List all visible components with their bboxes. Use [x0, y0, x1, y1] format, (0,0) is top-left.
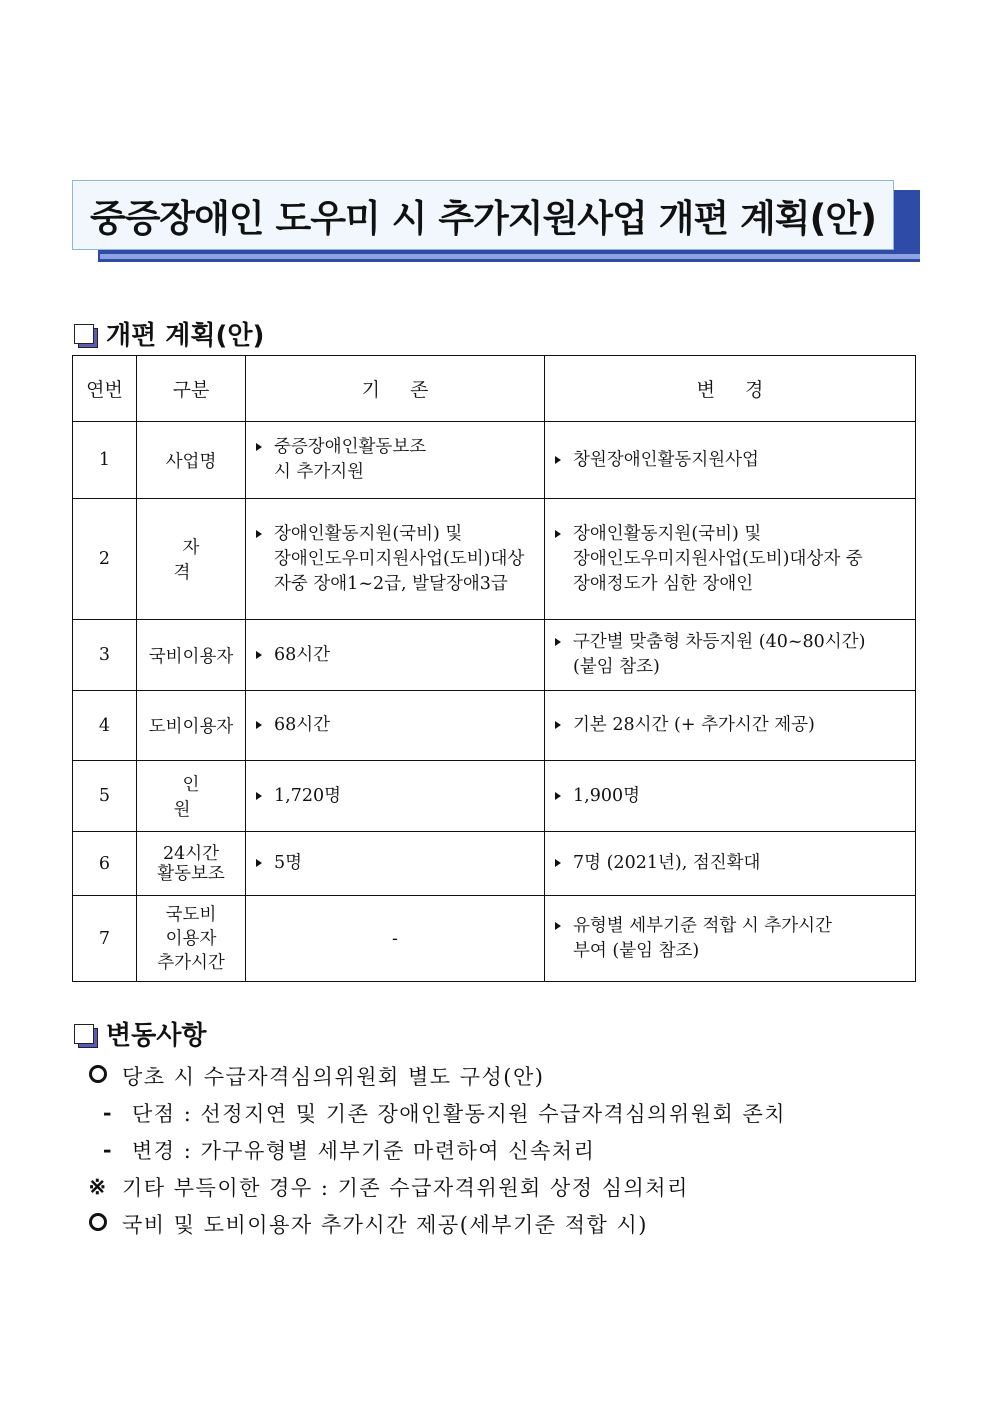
checkbox-icon [74, 1024, 94, 1044]
list-item [84, 1168, 944, 1205]
row-no: 4 [73, 691, 137, 761]
row-changed: 유형별 세부기준 적합 시 추가시간 부여 (붙임 참조) [545, 896, 916, 982]
row-existing: 중증장애인활동보조 시 추가지원 [246, 422, 545, 499]
row-existing: 장애인활동지원(국비) 및 장애인도우미지원사업(도비)대상 자중 장애1~2급, 발달장애3급 [246, 499, 545, 620]
plan-section-heading [74, 315, 264, 352]
list-item [84, 1094, 944, 1131]
circle-bullet-icon [89, 1213, 107, 1231]
table-row [73, 691, 916, 761]
row-category: 국비이용자 [137, 620, 246, 691]
list-item-text: 기타 부득이한 경우 : 기존 수급자격위원회 상정 심의처리 [122, 1175, 689, 1200]
table-row [73, 896, 916, 982]
list-item-text: 변경 : 가구유형별 세부기준 마련하여 신속처리 [132, 1138, 596, 1163]
header-no: 연번 [73, 356, 137, 422]
list-marker [84, 1063, 112, 1088]
list-marker: - [102, 1100, 114, 1125]
table-row [73, 499, 916, 620]
table-row [73, 832, 916, 896]
row-no: 7 [73, 896, 137, 982]
plan-section-title: 개편 계획(안) [106, 321, 265, 351]
triangle-bullet-icon [555, 530, 561, 538]
triangle-bullet-icon [555, 456, 561, 464]
triangle-bullet-icon [256, 721, 262, 729]
header-category: 구분 [137, 356, 246, 422]
row-changed: 장애인활동지원(국비) 및 장애인도우미지원사업(도비)대상자 중 장애정도가 심한 장애인 [545, 499, 916, 620]
triangle-bullet-icon [555, 792, 561, 800]
note-marker: ※ [88, 1174, 108, 1199]
changes-section-heading [74, 1015, 206, 1052]
row-changed: 7명 (2021년), 점진확대 [545, 832, 916, 896]
title-panel [72, 180, 894, 250]
header-changed: 변경 [545, 356, 916, 422]
triangle-bullet-icon [555, 859, 561, 867]
row-category: 국도비 이용자 추가시간 [137, 896, 246, 982]
row-no: 6 [73, 832, 137, 896]
list-marker [84, 1211, 112, 1236]
row-no: 2 [73, 499, 137, 620]
row-existing: 1,720명 [246, 761, 545, 832]
row-category: 인 원 [137, 761, 246, 832]
changes-section-title: 변동사항 [106, 1021, 207, 1051]
list-marker: - [102, 1137, 114, 1162]
row-no: 3 [73, 620, 137, 691]
triangle-bullet-icon [256, 792, 262, 800]
triangle-bullet-icon [555, 638, 561, 646]
changes-list [84, 1057, 944, 1242]
triangle-bullet-icon [555, 922, 561, 930]
row-no: 1 [73, 422, 137, 499]
list-item [84, 1205, 944, 1242]
table-row [73, 620, 916, 691]
document-title: 중증장애인 도우미 시 추가지원사업 개편 계획(안) [89, 197, 877, 240]
triangle-bullet-icon [555, 721, 561, 729]
document-title-box [72, 180, 920, 264]
row-changed: 1,900명 [545, 761, 916, 832]
list-item-text: 당초 시 수급자격심의위원회 별도 구성(안) [122, 1064, 545, 1089]
row-changed: 구간별 맞춤형 차등지원 (40~80시간) (붙임 참조) [545, 620, 916, 691]
triangle-bullet-icon [256, 443, 262, 451]
row-existing: 68시간 [246, 691, 545, 761]
checkbox-icon [74, 324, 94, 344]
triangle-bullet-icon [256, 651, 262, 659]
row-category: 사업명 [137, 422, 246, 499]
table-header-row [73, 356, 916, 422]
triangle-bullet-icon [256, 530, 262, 538]
plan-table [72, 355, 916, 982]
row-existing: 68시간 [246, 620, 545, 691]
list-item [84, 1057, 944, 1094]
triangle-bullet-icon [256, 859, 262, 867]
list-item [84, 1131, 944, 1168]
circle-bullet-icon [89, 1065, 107, 1083]
list-item-text: 단점 : 선정지연 및 기존 장애인활동지원 수급자격심의위원회 존치 [132, 1101, 787, 1126]
row-changed: 기본 28시간 (+ 추가시간 제공) [545, 691, 916, 761]
table-row [73, 422, 916, 499]
table-row [73, 761, 916, 832]
row-existing: 5명 [246, 832, 545, 896]
row-category: 24시간 활동보조 [137, 832, 246, 896]
title-shadow-strip [100, 254, 920, 259]
row-no: 5 [73, 761, 137, 832]
row-category: 도비이용자 [137, 691, 246, 761]
header-existing: 기존 [246, 356, 545, 422]
row-changed: 창원장애인활동지원사업 [545, 422, 916, 499]
row-category: 자 격 [137, 499, 246, 620]
row-existing: - [246, 896, 545, 982]
list-item-text: 국비 및 도비이용자 추가시간 제공(세부기준 적합 시) [122, 1212, 648, 1237]
